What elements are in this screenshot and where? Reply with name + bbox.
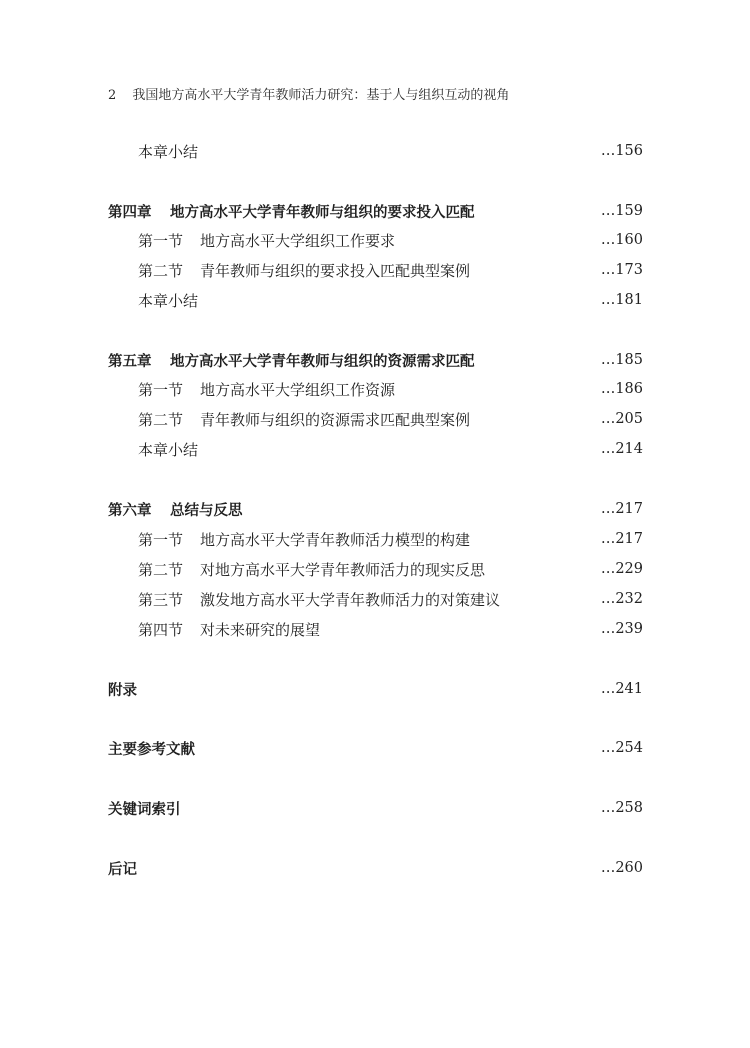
toc-entry-summary — [108, 437, 643, 461]
toc-page-ref: …173 — [600, 262, 643, 278]
section-title: 青年教师与组织的要求投入匹配典型案例 — [200, 261, 471, 280]
toc-section — [108, 557, 643, 581]
toc-chapter-5 — [108, 348, 643, 372]
toc-page-ref: …217 — [600, 501, 643, 517]
chapter-number: 第四章 — [108, 204, 152, 221]
toc-afterword — [108, 856, 643, 880]
toc-page-ref: …232 — [600, 591, 643, 607]
toc-page-ref: …159 — [600, 203, 643, 219]
section-title: 青年教师与组织的资源需求匹配典型案例 — [200, 410, 471, 429]
toc-entry-label: 本章小结 — [138, 440, 199, 459]
toc-references — [108, 736, 643, 760]
toc-section — [108, 258, 643, 282]
toc-page-ref: …205 — [600, 411, 643, 427]
section-number: 第一节 — [138, 530, 184, 549]
toc-chapter-6 — [108, 497, 643, 521]
section-title: 地方高水平大学组织工作资源 — [200, 380, 396, 399]
toc-appendix — [108, 677, 643, 701]
toc-entry-summary — [108, 139, 643, 163]
toc-page-ref: …214 — [600, 441, 643, 457]
section-title: 激发地方高水平大学青年教师活力的对策建议 — [200, 590, 501, 609]
toc-page-ref: …258 — [600, 800, 643, 816]
chapter-number: 第五章 — [108, 353, 152, 370]
running-header — [108, 84, 509, 103]
toc-section — [108, 228, 643, 252]
section-number: 第二节 — [138, 410, 184, 429]
section-number: 第三节 — [138, 590, 184, 609]
toc-page-ref: …181 — [600, 292, 643, 308]
chapter-title: 总结与反思 — [170, 502, 243, 519]
chapter-title: 地方高水平大学青年教师与组织的要求投入匹配 — [170, 204, 475, 221]
toc-entry-label: 关键词索引 — [108, 801, 181, 818]
toc-section — [108, 527, 643, 551]
section-title: 地方高水平大学青年教师活力模型的构建 — [200, 530, 471, 549]
toc-page-ref: …241 — [600, 681, 643, 697]
toc-page-ref: …185 — [600, 352, 643, 368]
section-number: 第二节 — [138, 261, 184, 280]
toc-chapter-4 — [108, 199, 643, 223]
toc-keyword-index — [108, 796, 643, 820]
section-number: 第四节 — [138, 620, 184, 639]
section-title: 对地方高水平大学青年教师活力的现实反思 — [200, 560, 486, 579]
toc-entry-summary — [108, 288, 643, 312]
toc-entry-label: 附录 — [108, 682, 137, 699]
section-number: 第二节 — [138, 560, 184, 579]
section-number: 第一节 — [138, 231, 184, 250]
toc-entry-label: 后记 — [108, 861, 137, 878]
toc-section — [108, 617, 643, 641]
toc-page-ref: …160 — [600, 232, 643, 248]
chapter-title: 地方高水平大学青年教师与组织的资源需求匹配 — [170, 353, 475, 370]
page-number: 2 — [108, 88, 117, 103]
section-title: 对未来研究的展望 — [200, 620, 321, 639]
chapter-number: 第六章 — [108, 502, 152, 519]
section-title: 地方高水平大学组织工作要求 — [200, 231, 396, 250]
toc-page-ref: …156 — [600, 143, 643, 159]
toc-page-ref: …217 — [600, 531, 643, 547]
toc-page-ref: …260 — [600, 860, 643, 876]
toc-section — [108, 407, 643, 431]
section-number: 第一节 — [138, 380, 184, 399]
toc-page-ref: …186 — [600, 381, 643, 397]
toc-section — [108, 587, 643, 611]
toc-entry-label: 主要参考文献 — [108, 741, 195, 758]
toc-section — [108, 377, 643, 401]
toc-entry-label: 本章小结 — [138, 291, 199, 310]
book-title: 我国地方高水平大学青年教师活力研究：基于人与组织互动的视角 — [132, 88, 510, 103]
toc-page-ref: …239 — [600, 621, 643, 637]
toc-entry-label: 本章小结 — [138, 142, 199, 161]
toc-page-ref: …229 — [600, 561, 643, 577]
toc-page-ref: …254 — [600, 740, 643, 756]
